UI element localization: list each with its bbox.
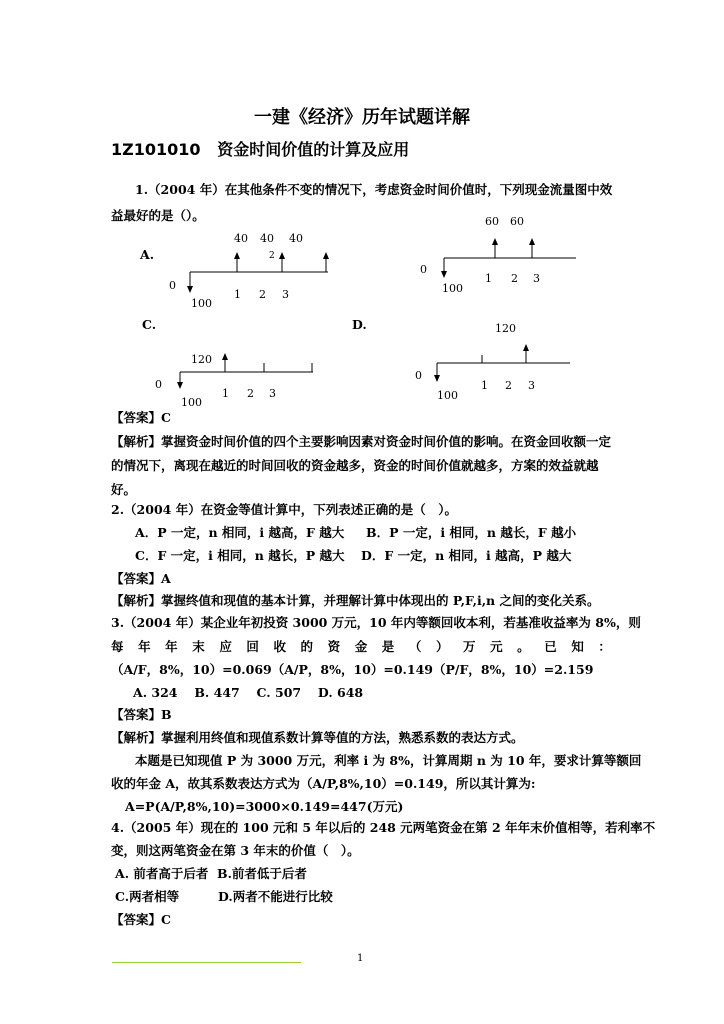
q3-answer: 【答案】B	[111, 707, 172, 722]
q3-explanation-line1: 本题是已知现值 P 为 3000 万元，利率 i 为 8%，计算周期 n 为 10 年，要求计算等额回	[135, 753, 642, 768]
q3-analysis: 【解析】掌握利用终值和现值系数计算等值的方法，熟悉系数的表达方式。	[111, 730, 524, 745]
outflow-arrowhead	[177, 382, 183, 389]
q4-option-d: D.两者不能进行比较	[218, 889, 333, 904]
q3-explanation-line2: 收的年金 A，故其系数表达方式为（A/P,8%,10）=0.149，所以其计算为:	[111, 776, 536, 791]
page-number: 1	[357, 953, 364, 964]
q2-option-a: A．P 一定，n 相同，i 越高，F 越大	[135, 525, 345, 540]
outflow-value: 100	[437, 389, 458, 402]
q3-stem-line1: 3.（2004 年）某企业年初投资 3000 万元，10 年内等额回收本利，若基准收益率为 8%，则	[111, 615, 641, 630]
inflow-arrowhead-1	[222, 353, 228, 360]
q2-analysis: 【解析】掌握终值和现值的基本计算，并理解计算中体现出的 P,F,i,n 之间的变化关系。	[111, 593, 600, 608]
inflow-arrowhead-1	[492, 238, 498, 245]
q3-char: 元	[490, 639, 503, 654]
q3-char: 年	[165, 639, 178, 654]
q4-stem-line1: 4.（2005 年）现在的 100 元和 5 年以后的 248 元两笔资金在第 2 年年末价值相等，若利率不	[111, 820, 656, 835]
q1-option-c-label: C.	[142, 317, 157, 332]
inflow-value-1: 40	[234, 232, 248, 245]
outflow-value: 100	[442, 282, 463, 295]
period-3: 3	[528, 379, 535, 392]
period-3: 3	[269, 387, 276, 400]
q1-option-d-label: D.	[352, 317, 367, 332]
q3-formula: A=P(A/P,8%,10)=3000×0.149=447(万元)	[125, 799, 404, 814]
outflow-arrowhead	[441, 271, 447, 278]
q3-char: 收	[273, 639, 286, 654]
q3-char: 应	[219, 639, 232, 654]
q3-char: 的	[300, 639, 314, 654]
outflow-arrowhead	[187, 286, 193, 293]
time-zero: 0	[415, 369, 422, 382]
period-1: 1	[481, 379, 488, 392]
cash-flow-diagram-c	[150, 345, 325, 415]
q3-stem-line2	[111, 637, 611, 655]
q4-answer: 【答案】C	[111, 912, 171, 927]
footer-rule	[112, 962, 301, 963]
stray-mark: 2	[269, 251, 275, 261]
time-zero: 0	[420, 263, 427, 276]
outflow-value: 100	[181, 396, 202, 409]
inflow-value-2: 60	[510, 215, 524, 228]
inflow-arrowhead-2	[529, 238, 535, 245]
q2-answer: 【答案】A	[111, 571, 171, 586]
period-3: 3	[282, 288, 289, 301]
inflow-value: 120	[191, 353, 212, 366]
outflow-arrowhead	[434, 375, 440, 382]
period-3: 3	[533, 272, 540, 285]
period-2: 2	[511, 272, 518, 285]
inflow-value-1: 60	[485, 215, 499, 228]
q4-option-b: B.前者低于后者	[217, 866, 307, 881]
q2-option-b: B．P 一定，i 相同，n 越长，F 越小	[366, 525, 577, 540]
q1-analysis-line2: 的情况下，离现在越近的时间回收的资金越多，资金的时间价值就越多，方案的效益就越	[111, 458, 599, 473]
q3-char: 末	[192, 639, 205, 654]
q1-analysis-line1: 【解析】掌握资金时间价值的四个主要影响因素对资金时间价值的影响。在资金回收额一定	[111, 434, 612, 449]
period-1: 1	[485, 272, 492, 285]
period-1: 1	[234, 288, 241, 301]
q3-char: 已	[544, 639, 557, 654]
q3-char: （	[408, 639, 422, 654]
q1-stem-line1: 1.（2004 年）在其他条件不变的情况下，考虑资金时间价值时，下列现金流量图中效	[135, 182, 613, 197]
q3-char: 年	[138, 639, 151, 654]
q3-char: ）	[435, 639, 449, 654]
q3-char: 金	[354, 639, 368, 654]
inflow-arrowhead-1	[234, 252, 240, 259]
q3-char: 回	[246, 639, 259, 654]
period-2: 2	[259, 288, 266, 301]
section-code: 1Z101010	[111, 140, 201, 159]
period-1: 1	[222, 387, 229, 400]
cash-flow-diagram-b	[415, 212, 580, 302]
q3-stem-line3: （A/F，8%，10）=0.069（A/P，8%，10）=0.149（P/F，8%，10）=2.159	[111, 662, 594, 677]
q1-analysis-line3: 好。	[111, 482, 137, 497]
q3-char: 。	[517, 639, 530, 654]
outflow-value: 100	[191, 297, 212, 310]
page-title: 一建《经济》历年试题详解	[254, 107, 470, 128]
period-2: 2	[247, 387, 254, 400]
period-2: 2	[505, 379, 512, 392]
inflow-arrowhead-2	[523, 344, 529, 351]
section-name: 资金时间价值的计算及应用	[217, 140, 410, 159]
q3-char: 是	[381, 639, 395, 654]
q4-stem-line2: 变，则这两笔资金在第 3 年末的价值（ ）。	[111, 843, 360, 858]
q1-stem-line2: 益最好的是（）。	[111, 208, 205, 223]
q4-option-c: C.两者相等	[115, 889, 180, 904]
q3-options: A. 324 B. 447 C. 507 D. 648	[133, 685, 364, 700]
cash-flow-diagram-d	[410, 320, 575, 410]
q3-char: 每	[111, 639, 124, 654]
q3-char: ：	[598, 639, 611, 654]
cash-flow-diagram-a	[160, 225, 340, 315]
q3-char: 万	[463, 639, 476, 654]
q4-option-a: A. 前者高于后者	[115, 866, 209, 881]
q1-option-a-label: A.	[140, 247, 155, 262]
inflow-arrowhead-2	[279, 252, 285, 259]
q2-option-d: D．F 一定，n 相同，i 越高，P 越大	[361, 548, 572, 563]
inflow-value: 120	[495, 322, 516, 335]
inflow-arrowhead-3	[323, 252, 329, 259]
inflow-value-2: 40	[260, 232, 274, 245]
section-heading	[111, 137, 409, 160]
q3-char: 知	[571, 639, 584, 654]
time-zero: 0	[155, 378, 162, 391]
q2-option-c: C．F 一定，i 相同，n 越长，P 越大	[135, 548, 345, 563]
q2-stem: 2.（2004 年）在资金等值计算中，下列表述正确的是（ ）。	[111, 502, 457, 517]
q1-answer: 【答案】C	[111, 410, 171, 425]
inflow-value-3: 40	[289, 232, 303, 245]
q3-char: 资	[327, 639, 341, 654]
time-zero: 0	[169, 279, 176, 292]
